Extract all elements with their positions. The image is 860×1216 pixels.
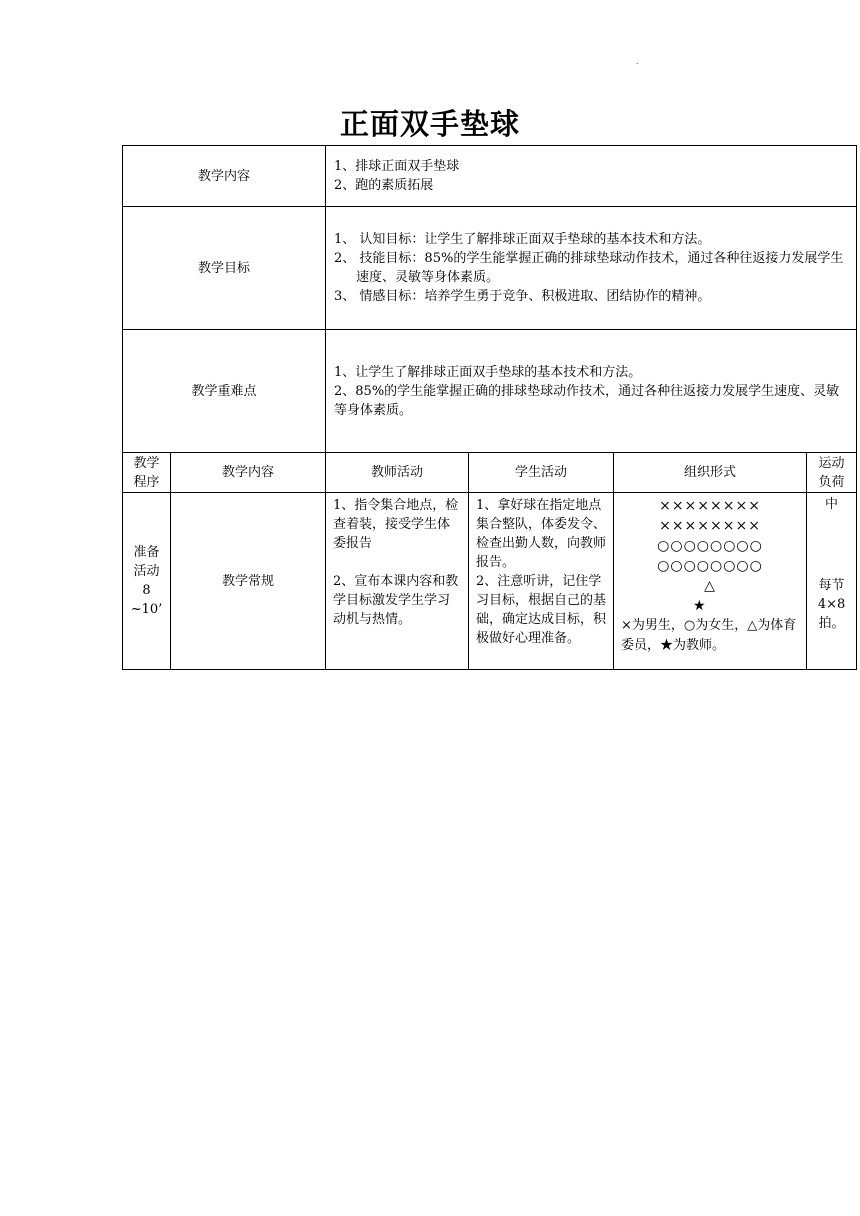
goals-text bbox=[326, 207, 857, 330]
stage-line: ~10’ bbox=[130, 602, 163, 617]
key-points-row bbox=[123, 330, 857, 453]
header-organization: 组织形式 bbox=[614, 453, 807, 493]
stage-line: 准备 bbox=[133, 545, 160, 560]
prep-load bbox=[807, 493, 857, 670]
goal-line: 1、 认知目标：让学生了解排球正面双手垫球的基本技术和方法。 bbox=[334, 232, 711, 247]
content-line: 1、排球正面双手垫球 bbox=[334, 159, 460, 174]
student-activity-item: 2、注意听讲，记住学习目标，根据自己的基础，确定达成目标，积极做好心理准备。 bbox=[476, 574, 607, 646]
prep-student-activity bbox=[469, 493, 614, 670]
header-procedure-line: 教学 bbox=[133, 455, 160, 471]
header-content: 教学内容 bbox=[171, 453, 326, 493]
content-line: 2、跑的素质拓展 bbox=[334, 178, 434, 193]
header-student: 学生活动 bbox=[469, 453, 614, 493]
content-label: 教学内容 bbox=[123, 146, 326, 207]
formation-row-girls: ○○○○○○○○ bbox=[657, 538, 763, 554]
stage-line: 活动 bbox=[133, 564, 160, 579]
prep-stage bbox=[123, 493, 171, 670]
formation-teacher-icon: ★ bbox=[693, 598, 707, 614]
header-teacher: 教师活动 bbox=[326, 453, 469, 493]
formation-row-boys: ×××××××× bbox=[659, 498, 761, 514]
prep-row bbox=[123, 493, 857, 670]
header-procedure-line: 程序 bbox=[133, 474, 160, 490]
key-points-label: 教学重难点 bbox=[123, 330, 326, 453]
prep-teacher-activity bbox=[326, 493, 469, 670]
key-point-line: 2、85%的学生能掌握正确的排球垫球动作技术，通过各种往返接力发展学生速度、灵敏等身体素质。 bbox=[334, 383, 840, 418]
goals-row bbox=[123, 207, 857, 330]
prep-content: 教学常规 bbox=[171, 493, 326, 670]
teacher-activity-item: 2、宣布本课内容和教学目标激发学生学习动机与热情。 bbox=[333, 574, 459, 627]
header-load-line: 负荷 bbox=[818, 474, 845, 490]
content-text bbox=[326, 146, 857, 207]
header-procedure bbox=[123, 453, 171, 493]
header-row bbox=[123, 453, 857, 493]
goals-label: 教学目标 bbox=[123, 207, 326, 330]
key-point-line: 1、让学生了解排球正面双手垫球的基本技术和方法。 bbox=[334, 364, 642, 380]
key-points-text bbox=[326, 330, 857, 453]
formation-legend: ×为男生，○为女生，△为体育委员，★为教师。 bbox=[621, 618, 797, 653]
teacher-activity-item: 1、指令集合地点，检查着装，接受学生体委报告 bbox=[333, 498, 459, 551]
header-load bbox=[807, 453, 857, 493]
page-title: 正面双手垫球 bbox=[339, 107, 520, 141]
header-load-line: 运动 bbox=[818, 455, 845, 471]
prep-formation bbox=[614, 493, 807, 670]
load-beats: 每节4×8拍。 bbox=[817, 578, 846, 631]
formation-row-boys: ×××××××× bbox=[659, 518, 761, 534]
formation-row-girls: ○○○○○○○○ bbox=[657, 558, 763, 574]
header-dot: . bbox=[636, 57, 639, 66]
student-activity-item: 1、拿好球在指定地点集合整队，体委发令、检查出勤人数，向教师报告。 bbox=[476, 498, 607, 570]
goal-line: 2、 技能目标：85%的学生能掌握正确的排球垫球动作技术，通过各种往返接力发展学生速度、灵敏等身体素质。 bbox=[334, 251, 844, 285]
load-level: 中 bbox=[825, 497, 839, 512]
formation-monitor-icon: △ bbox=[704, 578, 716, 594]
content-row bbox=[123, 146, 857, 207]
goal-line: 3、 情感目标：培养学生勇于竞争、积极进取、团结协作的精神。 bbox=[334, 289, 711, 304]
stage-line: 8 bbox=[142, 583, 151, 598]
lesson-plan-table bbox=[122, 145, 857, 670]
